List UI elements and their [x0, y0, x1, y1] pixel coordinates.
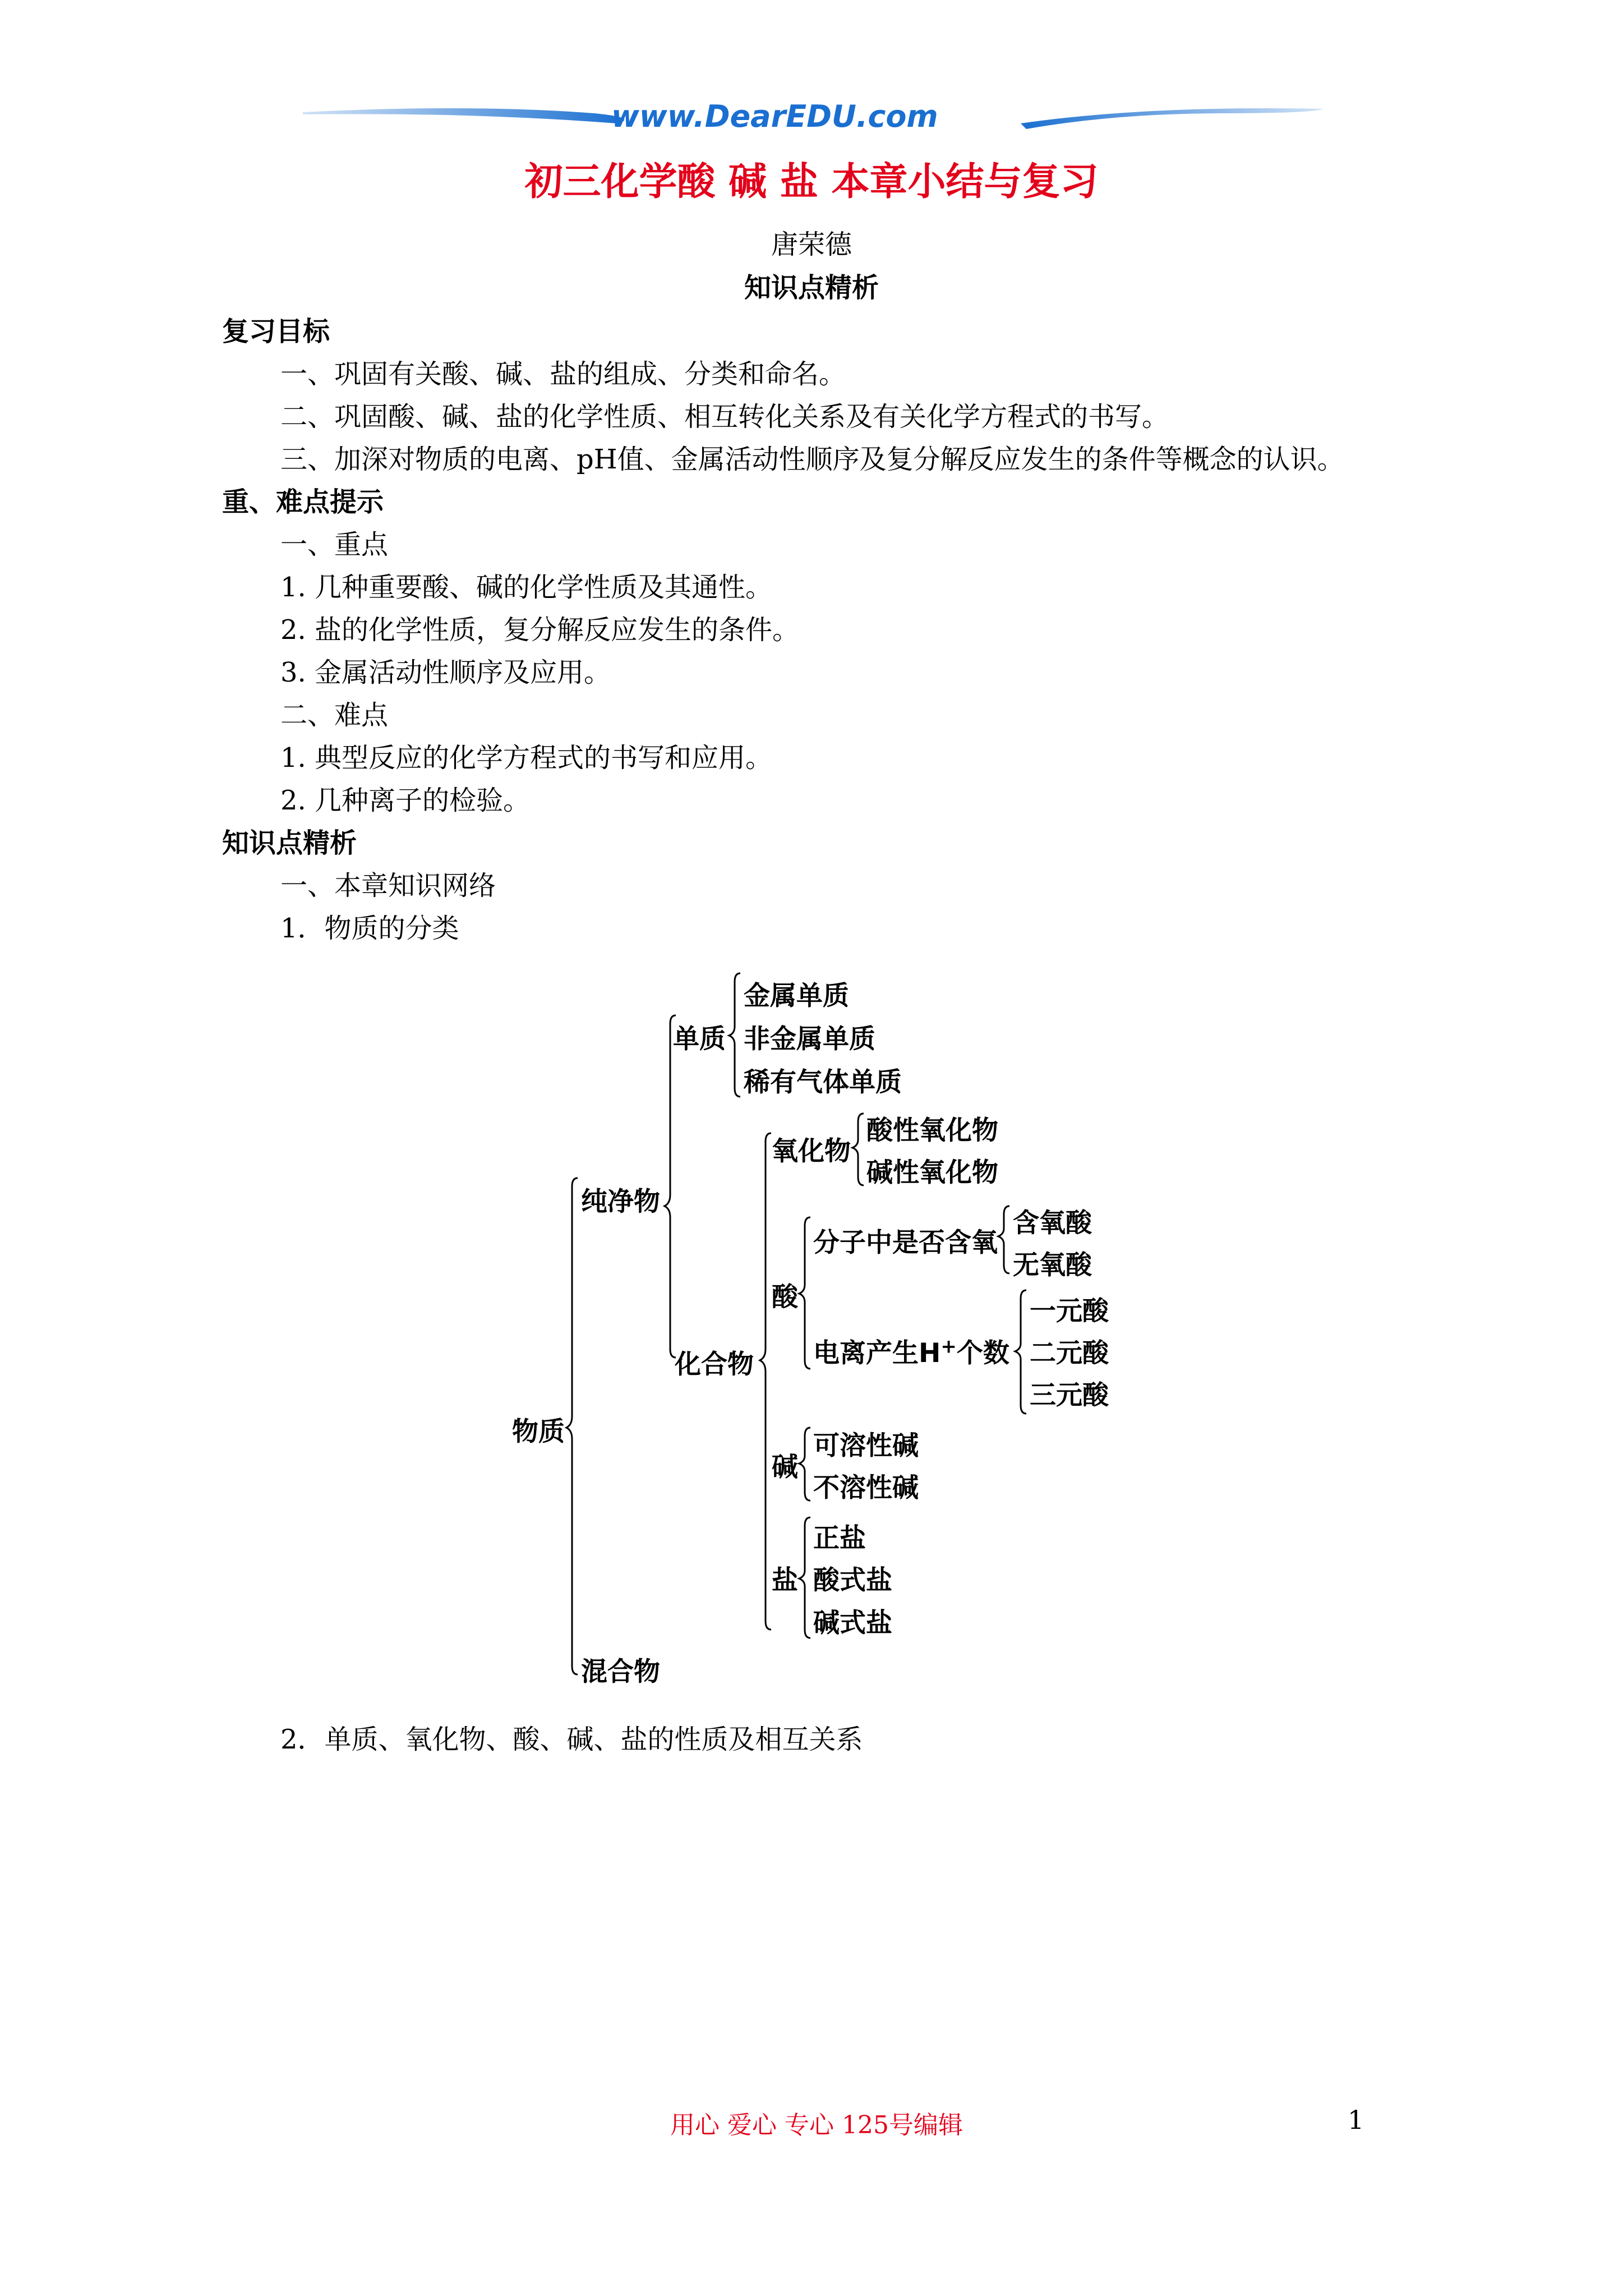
tree-acid-label: 酸 — [772, 1282, 798, 1313]
tree-salt-child: 正盐 — [813, 1523, 866, 1554]
tree-root-label: 物质 — [512, 1416, 565, 1447]
document-title: 初三化学酸 碱 盐 本章小结与复习 — [524, 160, 1099, 204]
tree-element-child: 金属单质 — [744, 981, 849, 1011]
analysis-heading: 知识点精析 — [222, 827, 357, 859]
brace-acid — [799, 1217, 810, 1369]
goal-line: 二、巩固酸、碱、盐的化学性质、相互转化关系及有关化学方程式的书写。 — [280, 401, 1169, 432]
tree-compound-label: 化合物 — [675, 1349, 754, 1380]
tree-base-label: 碱 — [772, 1452, 798, 1483]
key-point-line: 一、重点 — [280, 529, 389, 560]
key-point-line: 1. 几种重要酸、碱的化学性质及其通性。 — [280, 572, 773, 603]
tree-acid-by-oxygen: 分子中是否含氧 — [813, 1227, 998, 1258]
author-name: 唐荣德 — [771, 229, 852, 260]
tree-h-child: 二元酸 — [1030, 1338, 1109, 1369]
tree-element-child: 非金属单质 — [744, 1024, 875, 1055]
footer-text: 用心 爱心 专心 125号编辑 — [670, 2111, 963, 2139]
key-point-line: 2. 盐的化学性质，复分解反应发生的条件。 — [280, 614, 800, 646]
logo-text: www.DearEDU.com — [611, 99, 938, 134]
page-number: 1 — [1348, 2105, 1364, 2135]
tree-acid-by-h-label: 电离产生H — [813, 1338, 941, 1369]
brace-pure — [665, 1015, 676, 1358]
tree-element-child: 稀有气体单质 — [744, 1067, 902, 1098]
brace-compound — [760, 1133, 771, 1630]
brace-h — [1015, 1290, 1026, 1414]
tree-salt-child: 酸式盐 — [813, 1565, 892, 1596]
analysis-line: 1．物质的分类 — [280, 913, 459, 944]
tree-salt-label: 盐 — [772, 1565, 798, 1596]
after-tree-line: 2．单质、氧化物、酸、碱、盐的性质及相互关系 — [280, 1724, 863, 1755]
tree-h-child: 三元酸 — [1030, 1380, 1109, 1411]
analysis-line: 一、本章知识网络 — [280, 870, 496, 901]
goals-heading: 复习目标 — [222, 316, 330, 347]
brace-root — [566, 1178, 578, 1674]
key-point-line: 二、难点 — [280, 700, 389, 731]
brace-oxide — [852, 1114, 864, 1185]
document-subtitle: 知识点精析 — [744, 272, 879, 303]
tree-acid-by-h-sup: + — [940, 1335, 957, 1358]
tree-oxide-child: 酸性氧化物 — [866, 1115, 998, 1146]
tree-pure-label: 纯净物 — [581, 1186, 660, 1217]
goal-line: 三、加深对物质的电离、pH值、金属活动性顺序及复分解反应发生的条件等概念的认识。 — [280, 444, 1344, 475]
tree-oxygen-child: 含氧酸 — [1013, 1208, 1092, 1239]
brace-salt — [799, 1517, 810, 1638]
brace-oxygen — [998, 1206, 1009, 1273]
goal-line: 一、巩固有关酸、碱、盐的组成、分类和命名。 — [280, 358, 846, 390]
key-points-heading: 重、难点提示 — [222, 486, 384, 518]
key-point-line: 2. 几种离子的检验。 — [280, 785, 531, 816]
tree-base-child: 不溶性碱 — [813, 1473, 919, 1503]
tree-oxygen-child: 无氧酸 — [1013, 1250, 1092, 1281]
tree-salt-child: 碱式盐 — [813, 1608, 892, 1639]
key-point-line: 1. 典型反应的化学方程式的书写和应用。 — [280, 742, 773, 774]
tree-oxide-label: 氧化物 — [772, 1136, 851, 1167]
tree-acid-by-h — [813, 1332, 1009, 1370]
brace-base — [799, 1428, 810, 1501]
brace-element — [729, 973, 740, 1097]
tree-oxide-child: 碱性氧化物 — [866, 1157, 998, 1188]
tree-element-label: 单质 — [673, 1024, 726, 1055]
tree-acid-by-h-tail: 个数 — [956, 1338, 1009, 1369]
tree-base-child: 可溶性碱 — [813, 1430, 919, 1461]
key-point-line: 3. 金属活动性顺序及应用。 — [280, 657, 611, 688]
tree-mixture-label: 混合物 — [581, 1657, 660, 1687]
tree-h-child: 一元酸 — [1030, 1296, 1109, 1327]
